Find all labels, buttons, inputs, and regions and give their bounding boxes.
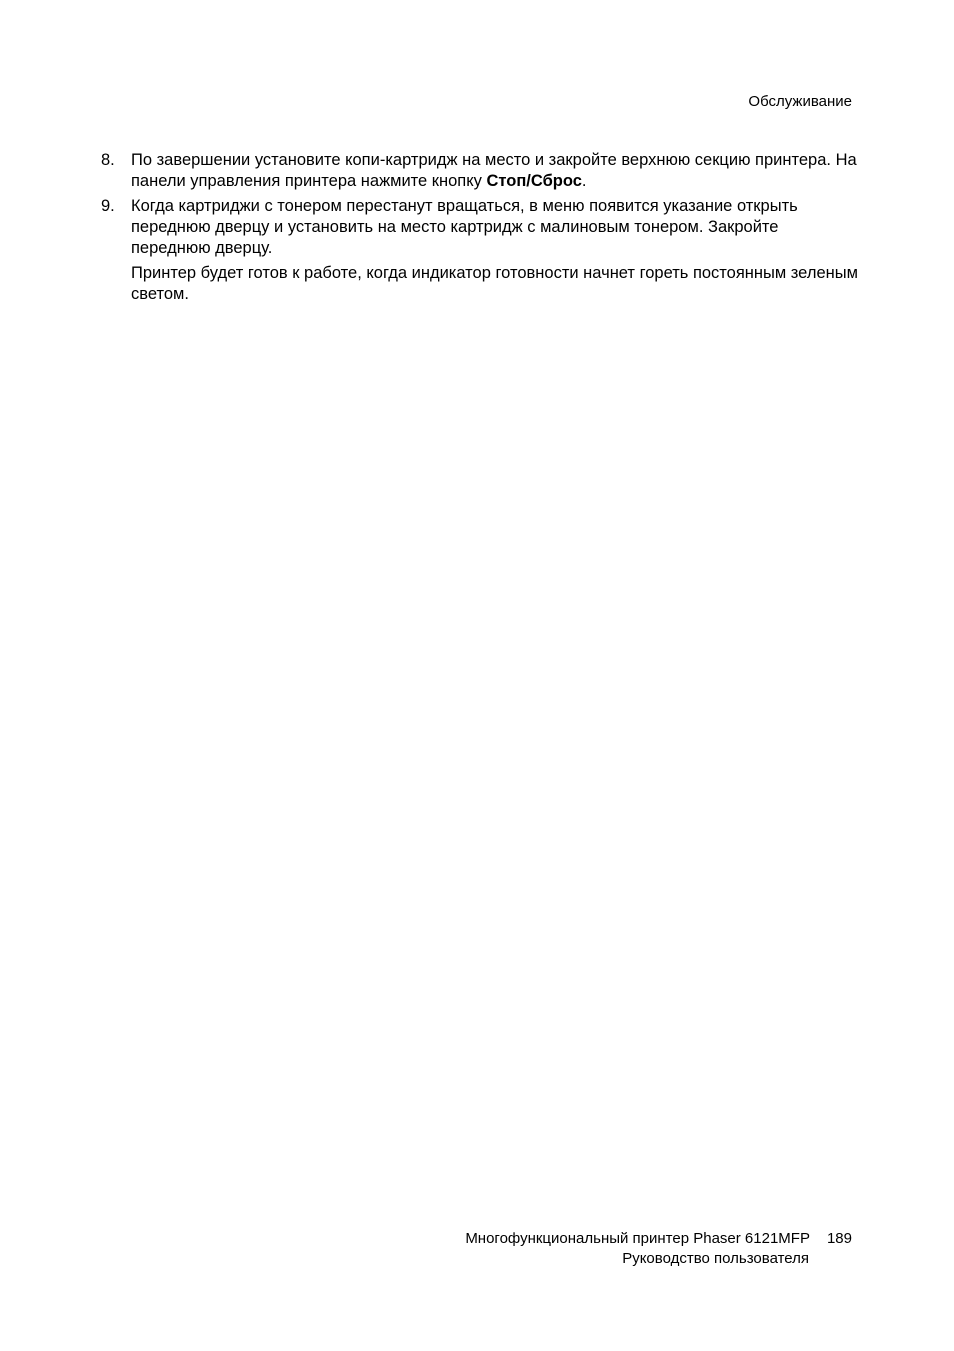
step-number: 8. [101,151,115,169]
step-number: 9. [101,197,115,215]
button-name-stop-reset: Стоп/Сброс [486,172,582,190]
step-note: Принтер будет готов к работе, когда индикатор готовности начнет гореть постоянным зеленым светом. [131,264,858,303]
page-number: 189 [826,1230,852,1247]
step-text: Когда картриджи с тонером перестанут вращаться, в меню появится указание открыть переднюю дверцу и установить на место картридж с малиновым тонером. Закройте переднюю дверцу. [131,197,798,257]
page-footer [400,1229,852,1269]
step-text: По завершении установите копи-картридж на место и закройте верхнюю секцию принтера. На панели управления принтера нажмите кнопку [131,151,857,190]
footer-product-name: Многофункциональный принтер Phaser 6121MFP [465,1230,810,1247]
footer-guide-title: Руководство пользователя [622,1250,809,1267]
step-8 [101,150,861,192]
document-body [101,150,861,305]
step-9 [101,196,861,259]
step-text-end: . [581,172,587,190]
running-header: Обслуживание [748,93,852,110]
